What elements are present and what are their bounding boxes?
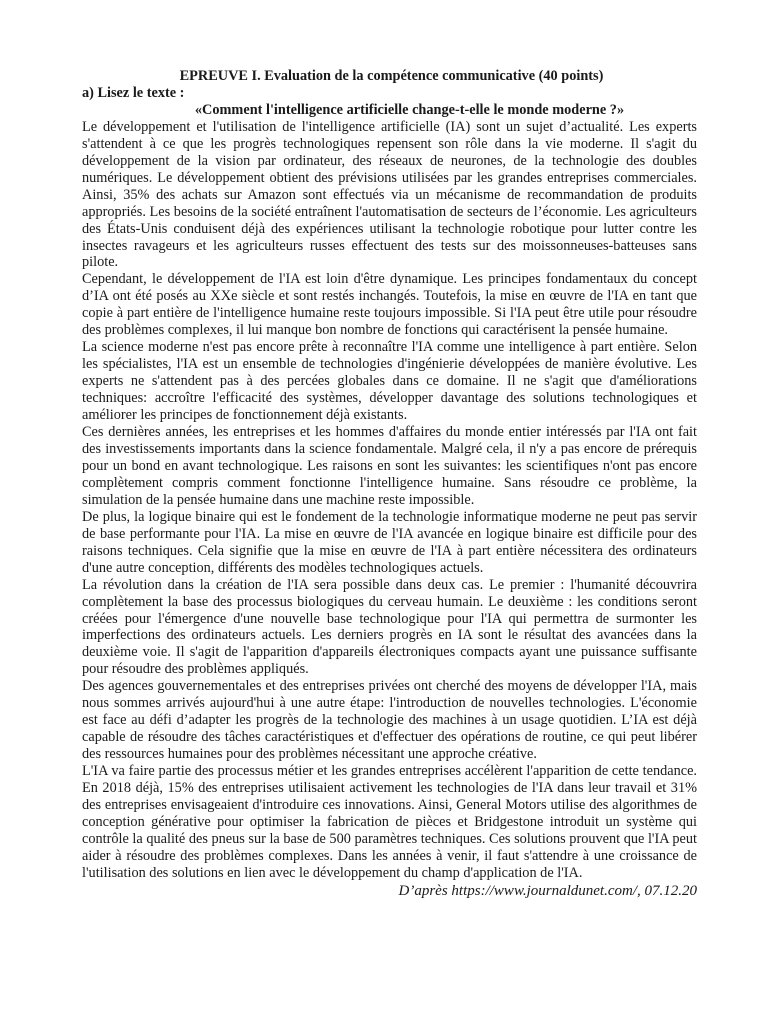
paragraph: Des agences gouvernementales et des entreprises privées ont cherché des moyens de développer l'IA, mais nous sommes arrivés aujourd'hui à une autre étape: l'introduction de nouvelles technologies. L'économie est face au défi d’adapter les progrès de la technologie des machines à un usage quotidien. L’IA est déjà capable de résoudre des tâches caractéristiques et d'effectuer des opérations de routine, ce qui peut libérer des ressources humaines pour des problèmes nécessitant une approche créative. bbox=[82, 678, 697, 763]
paragraph: L'IA va faire partie des processus métier et les grandes entreprises accélèrent l'apparition de cette tendance. En 2018 déjà, 15% des entreprises utilisaient activement les technologies de l'IA dans leur travail et 31% des entreprises envisageaient d'introduire ces innovations. Ainsi, General Motors utilise des algorithmes de conception générative pour optimiser la fabrication de pièces et Bridgestone introduit un système qui contrôle la qualité des pneus sur la base de 500 paramètres techniques. Ces solutions prouvent que l'IA peut aider à résoudre des problèmes complexes. Dans les années à venir, il faut s'attendre à une croissance de l'utilisation des solutions en lien avec le développement du champ d'application de l'IA. bbox=[82, 763, 697, 881]
paragraph: Cependant, le développement de l'IA est loin d'être dynamique. Les principes fondamentaux du concept d’IA ont été posés au XXe siècle et sont restés inchangés. Toutefois, la mise en œuvre de l'IA en tant que copie à part entière de l'intelligence humaine reste toujours impossible. Si l'IA peut être utile pour résoudre des problèmes complexes, il lui manque bon nombre de fonctions qui caractérisent la pensée humaine. bbox=[82, 271, 697, 339]
exam-title: EPREUVE I. Evaluation de la compétence communicative (40 points) bbox=[179, 68, 604, 84]
exam-document bbox=[82, 68, 697, 900]
paragraph: Ces dernières années, les entreprises et les hommes d'affaires du monde entier intéressés par l'IA ont fait des investissements importants dans la science fondamentale. Malgré cela, il n'y a pas encore de prérequis pour un bond en avant technologique. Les raisons en sont les suivantes: les scientifiques n'ont pas encore complètement compris comment fonctionne l'intelligence humaine. Sans résoudre ce problème, la simulation de la pensée humaine dans une machine reste impossible. bbox=[82, 424, 697, 508]
text-title: «Comment l'intelligence artificielle change-t-elle le monde moderne ?» bbox=[194, 101, 625, 118]
paragraph: La science moderne n'est pas encore prête à reconnaître l'IA comme une intelligence à part entière. Selon les spécialistes, l'IA est un ensemble de technologies d'ingénierie développées de manière évolutive. Les experts ne s'attendent pas à des percées globales dans ce domaine. Il ne s'agit que d'améliorations techniques: accroître l'efficacité des systèmes, développer davantage des solutions technologiques et améliorer les principes de fonctionnement déjà existants. bbox=[82, 339, 697, 424]
paragraph: De plus, la logique binaire qui est le fondement de la technologie informatique moderne ne peut pas servir de base performante pour l'IA. La mise en œuvre de l'IA avancée en logique binaire est difficile pour des raisons techniques. Cela signifie que la mise en œuvre de l'IA à part entière nécessitera des ordinateurs d'une autre conception, différents des modèles technologiques actuels. bbox=[82, 508, 697, 576]
source-citation: D’après https://www.journaldunet.com/, 07.12.20 bbox=[398, 882, 697, 899]
paragraph: Le développement et l'utilisation de l'intelligence artificielle (IA) sont un sujet d’actualité. Les experts s'attendent à ce que les progrès technologiques repensent son rôle dans la vie moderne. Il s'agit du développement de la vision par ordinateur, des réseaux de neurones, de la technologie des doubles numériques. Le développement obtient des prévisions utilisées par les grandes entreprises commerciales. Ainsi, 35% des achats sur Amazon sont effectués via un mécanisme de recommandation de produits appropriés. Les besoins de la société entraînent l'automatisation de secteurs de l’économie. Les agriculteurs des États-Unis conduisent déjà des expériences utilisant la technologie robotique pour lutter contre les insectes ravageurs et les agriculteurs russes effectuent des tests sur des moissonneuses-batteuses sans pilote. bbox=[82, 118, 697, 271]
reading-instruction: a) Lisez le texte : bbox=[82, 84, 185, 101]
paragraph: La révolution dans la création de l'IA sera possible dans deux cas. Le premier : l'humanité découvrira complètement la base des processus biologiques du cerveau humain. Le deuxième : les conditions seront créées pour l'émergence d'une nouvelle base technologique pour l'IA qui permettra de surmonter les imperfections des ordinateurs actuels. Les derniers progrès en IA sont le résultat des avancées dans la deuxième voie. Il s'agit de l'apparition d'appareils électroniques compacts ayant une puissance suffisante pour résoudre des problèmes appliqués. bbox=[82, 576, 697, 678]
